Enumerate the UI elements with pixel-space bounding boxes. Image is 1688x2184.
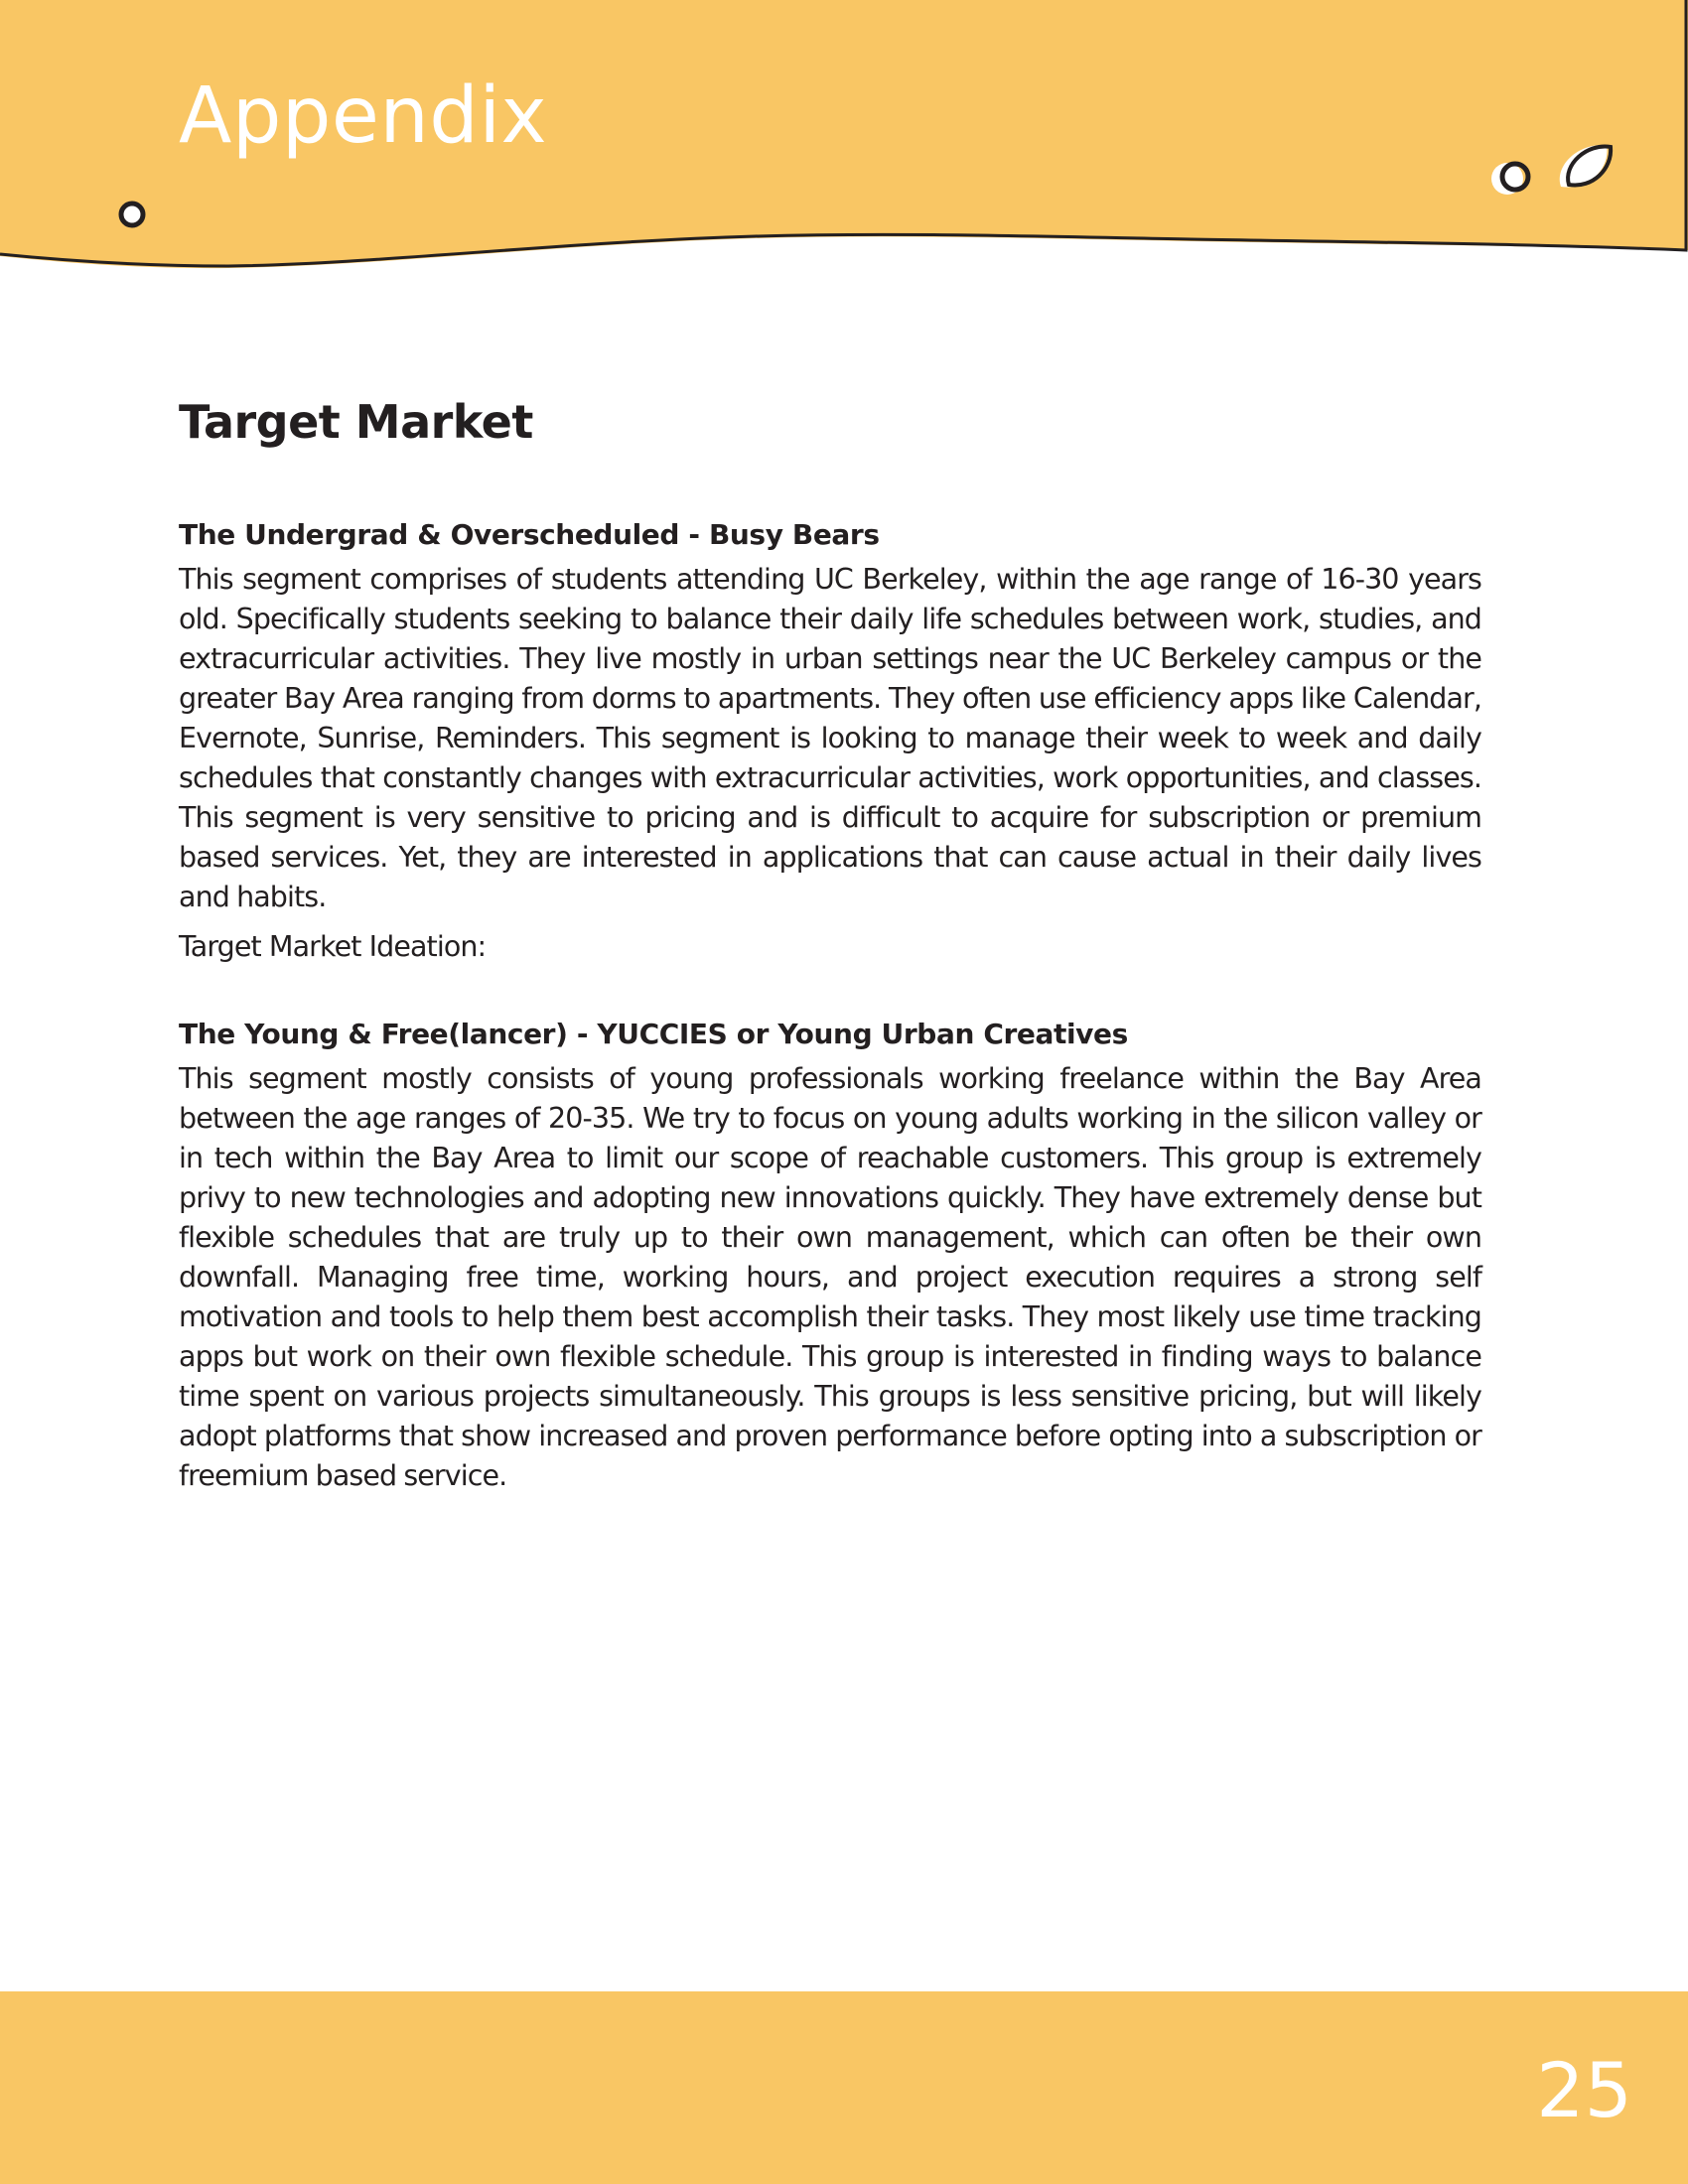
segment-title: The Young & Free(lancer) - YUCCIES or Young Urban Creatives [179,1017,1128,1050]
segment-body: This segment comprises of students attending UC Berkeley, within the age range of 16-30 years old. Specifically students seeking to balance their daily life schedules between work, studies, and extracurricular activities. They live mostly in urban settings near the UC Berkeley campus or the greater Bay Area ranging from dorms to apartments. They often use efficiency apps like Calendar, Evernote, Sunrise, Reminders. This segment is looking to manage their week to week and daily schedules that constantly changes with extracurricular activities, work opportunities, and classes. This segment is very sensitive to pricing and is difficult to acquire for subscription or premium based services. Yet, they are interested in applications that can cause actual in their daily lives and habits. [179,562,1481,913]
circle-ornament-icon [121,204,143,225]
segment-body: This segment mostly consists of young professionals working freelance within the Bay Area between the age ranges of 20-35. We try to focus on young adults working in the silicon valley or in tech within the Bay Area to limit our scope of reachable customers. This group is extremely privy to new technologies and adopting new innovations quickly. They have extremely dense but flexible schedules that are truly up to their own management, which can often be their own downfall. Managing free time, working hours, and project execution requires a strong self motivation and tools to help them best accomplish their tasks. They most likely use time tracking apps but work on their own flexible schedule. This group is interested in finding ways to balance time spent on various projects simultaneously. This groups is less sensitive pricing, but will likely adopt platforms that show increased and proven performance before opting into a subscription or freemium based service. [179,1061,1481,1492]
segment-busy-bears [179,517,1481,967]
circle-ornament-icon [1491,163,1528,195]
section-heading: Target Market [179,395,533,449]
footer-band [0,1991,1688,2184]
page-number: 25 [1536,2046,1632,2134]
page-title: Appendix [179,71,548,161]
ideation-label: Target Market Ideation: [179,929,487,963]
main-content [179,397,1481,1546]
segment-yuccies [179,1017,1481,1496]
segment-title: The Undergrad & Overscheduled - Busy Bears [179,517,880,551]
header-band [0,0,1688,288]
